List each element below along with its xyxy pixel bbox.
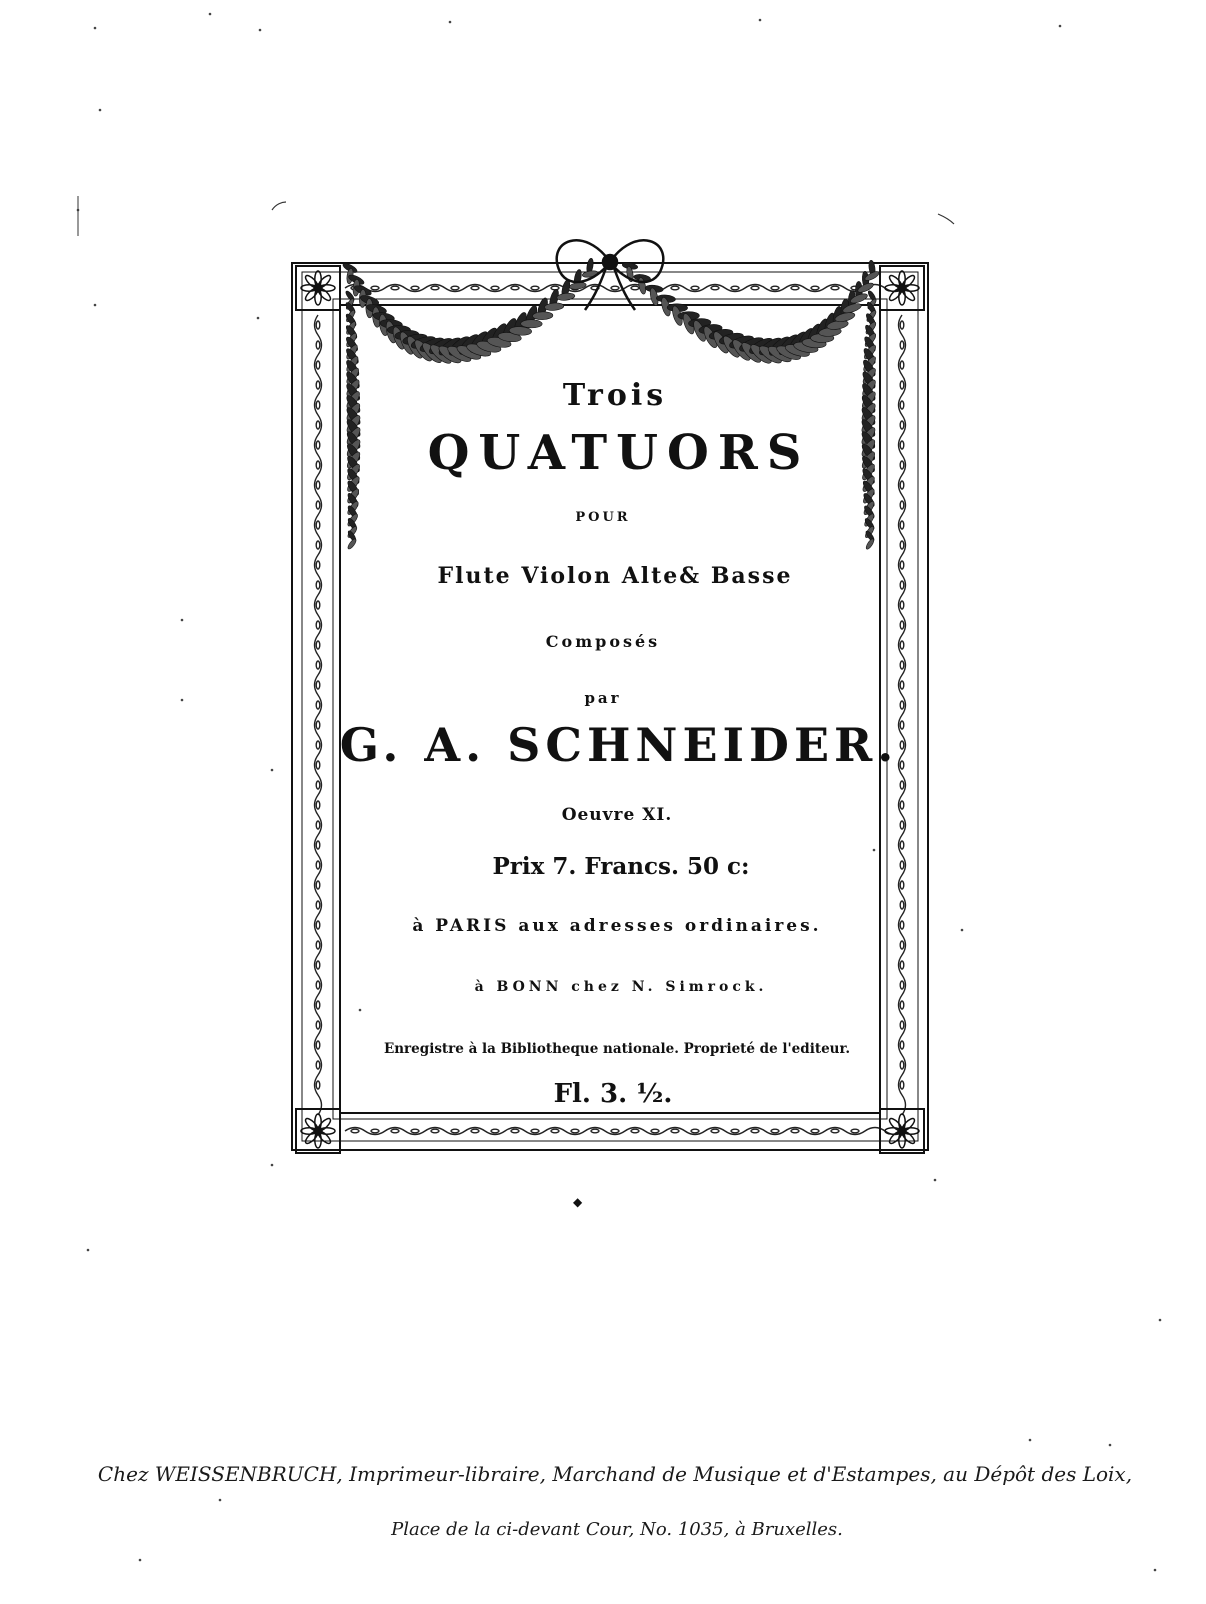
vine-leaf [351, 1129, 359, 1133]
vine-leaf [316, 501, 320, 509]
vine-leaf [900, 661, 904, 669]
vine-leaf [900, 501, 904, 509]
vine-leaf [751, 1129, 759, 1133]
vine-leaf [431, 1129, 439, 1133]
title-trois: Trois [562, 378, 668, 413]
paper-speck [209, 13, 212, 16]
vine-leaf [411, 286, 419, 290]
vine-leaf [900, 1021, 904, 1029]
paris-address: à PARIS aux adresses ordinaires. [412, 916, 822, 936]
vine-scroll [345, 1128, 905, 1135]
vine-leaf [316, 841, 320, 849]
registration-notice: Enregistre à la Bibliotheque nationale. Proprieté de l'editeur. [383, 1041, 851, 1057]
bonn-address: à BONN chez N. Simrock. [474, 979, 768, 995]
vine-leaf [731, 1129, 739, 1133]
paper-speck [449, 21, 452, 24]
vine-leaf [900, 841, 904, 849]
vine-leaf [771, 1129, 779, 1133]
vine-leaf [471, 1129, 479, 1133]
vine-leaf [391, 286, 399, 290]
paper-speck [257, 317, 260, 320]
paper-speck [139, 1559, 142, 1562]
vine-leaf [900, 681, 904, 689]
paper-speck [259, 29, 262, 32]
vine-leaf [731, 286, 739, 290]
vine-leaf [491, 1129, 499, 1133]
vine-leaf [791, 1129, 799, 1133]
vine-leaf [451, 286, 459, 290]
title-quatuors: QUATUORS [427, 425, 811, 481]
paper-speck [934, 1179, 937, 1182]
vine-leaf [811, 286, 819, 290]
vine-leaf [551, 286, 559, 290]
garland-leaf [521, 320, 543, 328]
vine-leaf [831, 1129, 839, 1133]
vine-leaf [900, 781, 904, 789]
vine-leaf [316, 321, 320, 329]
vine-leaf [316, 781, 320, 789]
vine-leaf [316, 681, 320, 689]
vine-leaf [900, 961, 904, 969]
vine-leaf [511, 286, 519, 290]
vine-leaf [471, 286, 479, 290]
paper-speck [1154, 1569, 1157, 1572]
rosette-center [314, 1127, 322, 1135]
vine-leaf [591, 1129, 599, 1133]
vine-leaf [900, 481, 904, 489]
vine-leaf [900, 341, 904, 349]
paper-speck [94, 27, 97, 30]
vine-leaf [711, 1129, 719, 1133]
vine-leaf [851, 1129, 859, 1133]
vine-leaf [900, 321, 904, 329]
vine-leaf [651, 1129, 659, 1133]
vine-leaf [316, 941, 320, 949]
vine-leaf [431, 286, 439, 290]
vine-leaf [791, 286, 799, 290]
vine-leaf [831, 286, 839, 290]
paper-speck [1109, 1444, 1112, 1447]
vine-leaf [900, 901, 904, 909]
vine-leaf [900, 601, 904, 609]
vine-leaf [611, 286, 619, 290]
vine-leaf [900, 881, 904, 889]
price: Prix 7. Francs. 50 c: [492, 853, 750, 880]
paper-speck [219, 1499, 222, 1502]
vine-leaf [900, 1061, 904, 1069]
bow-knot [603, 255, 617, 269]
vine-leaf [900, 941, 904, 949]
vine-leaf [411, 1129, 419, 1133]
vine-leaf [631, 1129, 639, 1133]
vine-leaf [900, 361, 904, 369]
vine-leaf [811, 1129, 819, 1133]
opus-number: Oeuvre XI. [561, 805, 673, 825]
paper-speck [87, 1249, 90, 1252]
vine-leaf [316, 881, 320, 889]
vine-leaf [316, 541, 320, 549]
rosette-center [898, 284, 906, 292]
paper-speck [1059, 25, 1062, 28]
vine-leaf [491, 286, 499, 290]
pencil-mark [272, 202, 286, 210]
paper-speck [94, 304, 97, 307]
vine-leaf [631, 286, 639, 290]
vine-leaf [571, 1129, 579, 1133]
vine-leaf [316, 481, 320, 489]
page-mark: ◆ [573, 1195, 583, 1209]
garland-leaf [556, 292, 575, 301]
vine-leaf [391, 1129, 399, 1133]
publisher-line-2: Place de la ci-devant Cour, No. 1035, à Bruxelles. [391, 1519, 843, 1540]
paper-speck [1159, 1319, 1162, 1322]
rosette-center [898, 1127, 906, 1135]
publisher-line-1: Chez WEISSENBRUCH, Imprimeur-libraire, Marchand de Musique et d'Estampes, au Dépôt des Loix, [97, 1462, 1133, 1486]
paper-speck [359, 1009, 362, 1012]
vine-leaf [551, 1129, 559, 1133]
vine-leaf [511, 1129, 519, 1133]
vine-leaf [316, 661, 320, 669]
rosette-center [314, 284, 322, 292]
vine-leaf [900, 1001, 904, 1009]
paper-speck [873, 849, 876, 852]
vine-leaf [691, 1129, 699, 1133]
vine-leaf [751, 286, 759, 290]
par-label: par [584, 689, 622, 707]
vine-leaf [316, 901, 320, 909]
vine-leaf [316, 961, 320, 969]
vine-leaf [671, 1129, 679, 1133]
pour-label: POUR [575, 510, 631, 525]
plate-number: Fl. 3. ½. [553, 1079, 673, 1109]
vine-leaf [316, 601, 320, 609]
paper-speck [271, 1164, 274, 1167]
vine-leaf [531, 1129, 539, 1133]
composes-label: Composés [545, 632, 661, 651]
vine-leaf [691, 286, 699, 290]
vine-leaf [900, 621, 904, 629]
vine-leaf [900, 541, 904, 549]
vine-leaf [771, 286, 779, 290]
composer-name: G. A. SCHNEIDER. [339, 718, 899, 772]
paper-speck [181, 619, 184, 622]
vine-leaf [671, 286, 679, 290]
vine-scroll [345, 285, 905, 292]
paper-speck [759, 19, 762, 22]
instrumentation: Flute Violon Alte& Basse [437, 563, 793, 589]
paper-speck [1029, 1439, 1032, 1442]
vine-leaf [371, 1129, 379, 1133]
frame-inner-border-outer-line [333, 299, 887, 1119]
vine-leaf [531, 286, 539, 290]
vine-leaf [316, 1021, 320, 1029]
vine-leaf [316, 361, 320, 369]
pencil-mark [938, 214, 954, 224]
vine-leaf [611, 1129, 619, 1133]
vine-leaf [316, 1001, 320, 1009]
vine-leaf [371, 286, 379, 290]
vine-leaf [316, 621, 320, 629]
vine-leaf [711, 286, 719, 290]
vine-leaf [316, 341, 320, 349]
vine-leaf [316, 1061, 320, 1069]
vine-leaf [451, 1129, 459, 1133]
paper-speck [99, 109, 102, 112]
